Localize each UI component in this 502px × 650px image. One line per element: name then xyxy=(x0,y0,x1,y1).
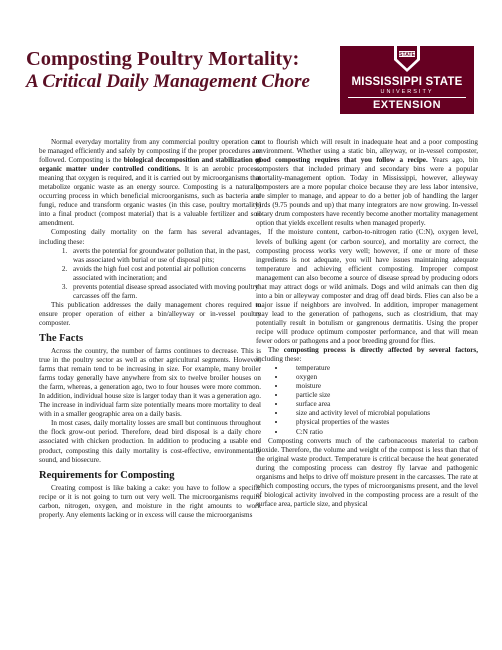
requirements-paragraph: Creating compost is like baking a cake: you have to follow a specific recipe or it is not going to turn out very well. The microorganisms require carbon, nitrogen, oxygen, and moisture in the right amounts to work properly. Any elements lacking or in excess will cause the microorganisms xyxy=(39,483,261,519)
recipe-paragraph: not to flourish which will result in inadequate heat and a poor composting environment. Whether using a static bin, alleyway, or in-vessel composter, good composting requires that you follow a recipe. Years ago, bin composters that included primary and secondary bins were a popular mortality-management option. Today in Mississippi, however, alleyway composters are a more popular choice because they are less labor intensive, are simpler to manage, and appear to do a better job of handling the larger birds (9.75 pounds and up) that many integrators are now growing. In-vessel rotary drum composters have recently become another mortality management option that yields excellent results when managed properly. xyxy=(256,138,478,228)
heading-requirements: Requirements for Composting xyxy=(39,469,175,481)
title-line-2: A Critical Daily Management Chore xyxy=(26,71,310,92)
conversion-paragraph: Composting converts much of the carbonaceous material to carbon dioxide. Therefore, the volume and weight of the compost is less than that of the original waste product. Temperature is critical because the heat generated during the composting process can destroy fly larvae and pathogenic organisms and helps to drive off moisture present in the carcasses. The rate at which composting occurs, the types of microorganisms present, and the level of biological activity involved in the composting process are a result of the surface area, particle size, and physical xyxy=(256,436,478,508)
list-item: • surface area xyxy=(286,400,478,409)
document-title xyxy=(26,48,346,93)
list-item: 2. avoids the high fuel cost and potential air pollution concerns associated with incineration; and xyxy=(69,265,261,283)
list-item: • size and activity level of microbial populations xyxy=(286,409,478,418)
list-item: 1. averts the potential for groundwater pollution that, in the past, was associated with burial or use of disposal pits; xyxy=(69,247,261,265)
logo-university-name: MISSISSIPPI STATE xyxy=(351,76,463,88)
heading-the-facts: The Facts xyxy=(39,332,84,344)
list-item: • oxygen xyxy=(286,373,478,382)
factors-list xyxy=(256,364,478,436)
factors-intro: The composting process is directly affected by several factors, including these: xyxy=(256,346,478,364)
seal-text: STATE xyxy=(399,52,415,59)
publication-scope: This publication addresses the daily management chores required to ensure proper operation of either a bin/alleyway or in-vessel poultry composter. xyxy=(39,300,261,327)
list-item: • temperature xyxy=(286,364,478,373)
list-item: • C:N ratio xyxy=(286,428,478,437)
list-item: • particle size xyxy=(286,391,478,400)
title-line-1: Composting Poultry Mortality: xyxy=(26,48,300,70)
right-column xyxy=(256,138,478,509)
ingredients-paragraph: If the moisture content, carbon-to-nitrogen ratio (C:N), oxygen level, levels of bulking agent (or carbon source), and mortality are correct, the composting process works very well; however, if one or more of these ingredients is not adequate, you will have issues maintaining adequate temperature and achieving efficient composting. Improper compost management can also become a source of disease spread by producing odors that may attract dogs or wild animals. Dogs and wild animals can then dig into a bin or alleyway composter and drag off dead birds. Flies can also be a major issue if neighbors are involved. In addition, improper management may lead to the generation of pathogens, such as clostridium, that may potentially result in botulism or gangrenous dermatitis. Using the proper recipe will produce optimum composter performance, and that will mean fewer odors or pathogens and a poor breeding ground for flies. xyxy=(256,228,478,346)
logo-university-label: UNIVERSITY xyxy=(380,89,434,95)
left-column xyxy=(39,138,261,520)
msu-seal-icon xyxy=(390,40,424,74)
list-item: 3. prevents potential disease spread associated with moving poultry carcasses off the farm. xyxy=(69,283,261,301)
advantages-intro: Composting daily mortality on the farm has several advantages, including these: xyxy=(39,228,261,246)
msu-extension-logo xyxy=(340,46,474,114)
advantages-list xyxy=(39,247,261,301)
logo-divider xyxy=(348,97,466,98)
facts-paragraph-2: In most cases, daily mortality losses are small but continuous throughout the flock grow-out period. Therefore, dead bird disposal is a daily chore associated with chicken production. In addition to producing a usable end product, composting this daily mortality is cost-effective, environmentally sound, and biosecure. xyxy=(39,419,261,464)
list-item: • physical properties of the wastes xyxy=(286,418,478,427)
facts-paragraph-1: Across the country, the number of farms continues to decrease. This is true in the poultry sector as well as other agricultural segments. However, farms that remain tend to be increasing in size. For example, many broiler farms today generally have anywhere from six to twelve broiler houses on the farm, whereas, a generation ago, two to four houses were more common. In addition, individual house size is larger today than it was a generation ago. The increase in individual farm size potentially means more mortality to deal with in a smaller geographic area on a daily basis. xyxy=(39,346,261,419)
logo-extension-label: EXTENSION xyxy=(372,99,442,111)
intro-paragraph: Normal everyday mortality from any commercial poultry operation can be managed efficiently and safely by composting if the proper procedures are followed. Composting is the biological decomposition and stabilization of organic matter under controlled conditions. It is an aerobic process, meaning that oxygen is required, and it is carried out by microorganisms that metabolize organic waste as an energy source. Composting is a naturally occurring process in which beneficial microorganisms, such as bacteria and fungi, reduce and transform organic wastes (in this case, poultry mortality) into a final product (compost material) that is a valuable fertilizer and soil amendment. xyxy=(39,138,261,228)
list-item: • moisture xyxy=(286,382,478,391)
